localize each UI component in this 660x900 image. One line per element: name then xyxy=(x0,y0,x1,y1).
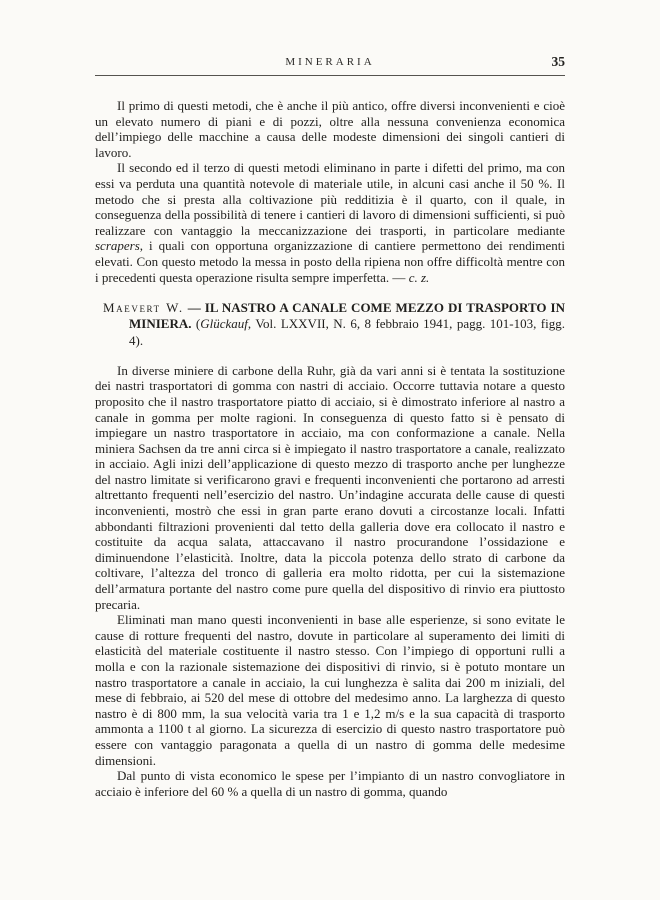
journal-title: MINERARIA xyxy=(285,56,375,68)
scrapers-italic: scrapers xyxy=(95,238,140,254)
reference-text: ( xyxy=(191,316,201,332)
paragraph-text: Il secondo ed il terzo di questi metodi eliminano in parte i difetti del primo, ma con essi va perduta una quantità notevole di materiale utile, in alcuni casi anche il 50 %. Il metodo che si presta alla coltivazione più redditizia è il quarto, con il quale, in conseguenza della possibilità di tenere i cantieri di lavoro di dimensioni sufficienti, si può realizzare con vantaggio la meccanizzazione dei trasporti, in particolare mediante xyxy=(95,160,565,238)
paragraph-method-first: Il primo di questi metodi, che è anche il più antico, offre diversi inconvenienti e cioè un elevato numero di piani e di pozzi, oltre alla nessuna convenienza economica dell’impiego delle macchine a causa delle modeste dimensioni dei singoli cantieri di lavoro. xyxy=(95,98,565,160)
paragraph-review-body-1: In diverse miniere di carbone della Ruhr, già da vari anni si è tentata la sostituzione dei nastri trasportatori di gomma con nastri di acciaio. Occorre tuttavia notare a questo proposito che il nastro trasportatore piatto di acciaio, si è dimostrato inferiore al nastro a canale in gomma per molte ragioni. In conseguenza di questo fatto si è pensato di impiegare un nastro trasportatore in acciaio, ma con conformazione a canale. Nella miniera Sachsen da tre anni circa si è impiegato il nastro trasportatore a canale, realizzato in acciaio. Agli inizi dell’applicazione di questo mezzo di trasporto anche per lunghezze del nastro limitate si verificarono gravi e frequenti inconvenienti che portarono ad arresti altrettanto frequenti nell’esercizio del nastro. Un’indagine accurata delle cause di questi inconvenienti, mostrò che essi in gran parte erano dovuti a circostanze locali. Infatti abbondanti filtrazioni provenienti dal tetto della galleria dove era collocato il nastro e costituite da acqua salata, attaccavano il nastro procurandone l’ossidazione e diminuendone l’elasticità. Inoltre, data la piccola potenza dello strato di carbone da coltivare, l’altezza del tronco di galleria era molto ridotta, per cui la sistemazione dell’armatura portante del nastro come pure quella del dispositivo di rinvio era piuttosto precaria. xyxy=(95,362,565,612)
page-number: 35 xyxy=(551,54,565,69)
article-author: Maevert W. xyxy=(103,300,184,316)
paragraph-method-second xyxy=(95,160,565,285)
paragraph-review-body-3: Dal punto di vista economico le spese per l’impianto di un nastro convogliatore in acciaio è inferiore del 60 % a quella di un nastro di gomma, quando xyxy=(95,768,565,799)
paragraph-review-body-2: Eliminati man mano questi inconvenienti in base alle esperienze, si sono evitate le cause di rotture frequenti del nastro, dovute in particolare al superamento dei limiti di elasticità del materiale costituente il nastro stesso. Con l’impiego di opportuni rulli a molla e con la razionale sistemazione dei dispositivi di rinvio, si è potuto montare un nastro trasportatore a canale in acciaio, la cui lunghezza è salita dai 200 m iniziali, del mese di febbraio, ai 520 del mese di ottobre del medesimo anno. La larghezza di questo nastro è di 800 mm, la sua velocità varia tra 1 e 1,2 m/s e la sua capacità di trasporto ammonta a 1100 t al giorno. La sicurezza di esercizio di questo nastro trasportatore può essere con vantaggio paragonata a quella di un nastro di gomma delle medesime dimensioni. xyxy=(95,612,565,768)
article-heading xyxy=(103,300,565,349)
text-block xyxy=(95,98,565,799)
reviewer-initials: c. z. xyxy=(408,269,430,285)
paragraph-text: , i quali con opportuna organizzazione di cantiere permettono dei rendimenti elevati. Con questo metodo la messa in posto della ripiena non offre difficoltà mentre con i precedenti questa operazione risulta sempre imperfetta. — xyxy=(95,238,565,285)
article-title: — IL NASTRO A CANALE COME MEZZO DI TRASPORTO IN MINIERA. xyxy=(129,300,565,332)
reference-text: , Vol. LXXVII, N. 6, 8 febbraio 1941, pagg. 101-103, figg. 4). xyxy=(129,316,565,348)
header-divider xyxy=(95,75,565,76)
page-header xyxy=(95,56,565,72)
journal-name-italic: Glückauf xyxy=(200,316,248,332)
